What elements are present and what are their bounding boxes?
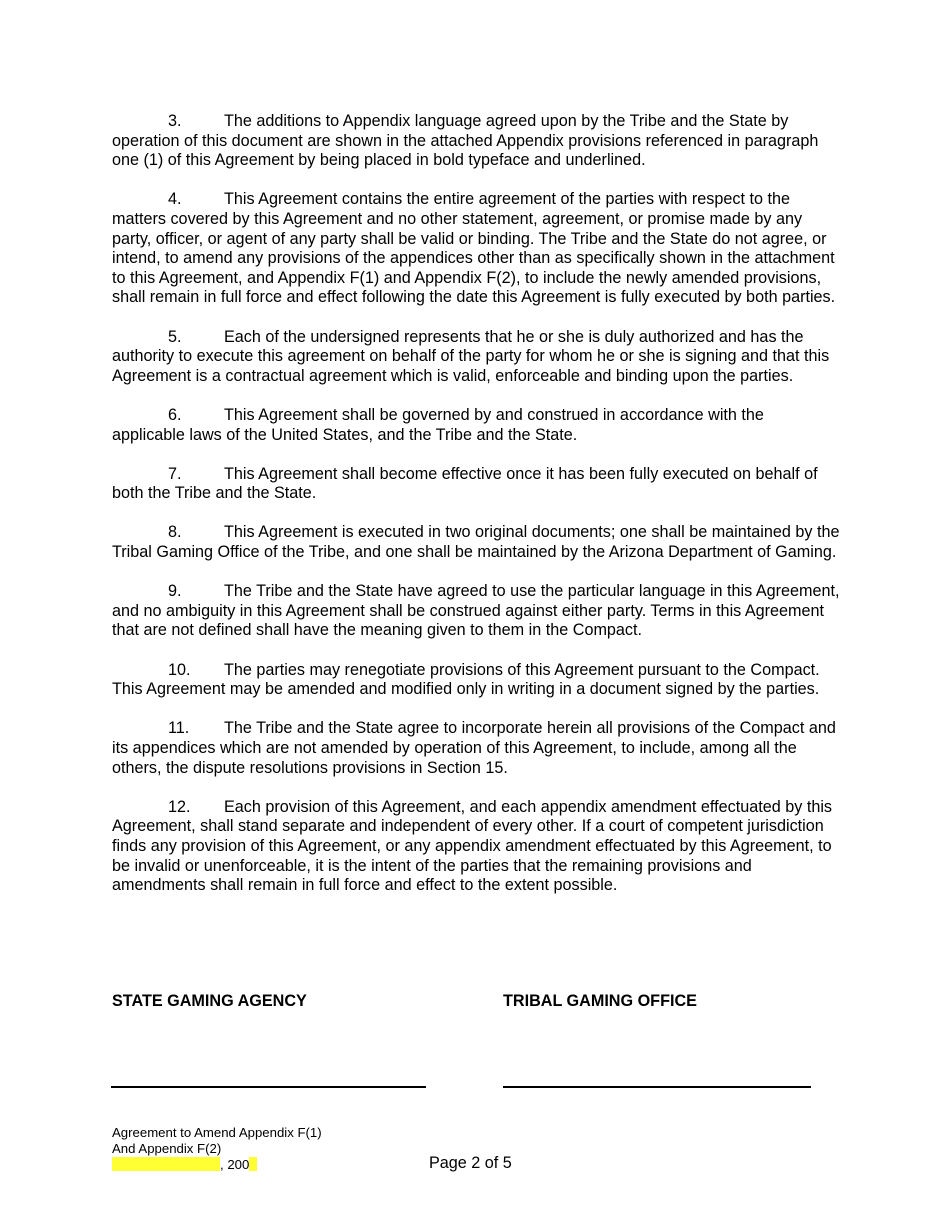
footer-document-info xyxy=(112,1125,322,1174)
state-signature-line xyxy=(111,1086,426,1088)
paragraph-10 xyxy=(112,661,840,700)
paragraph-number: 5. xyxy=(168,327,182,346)
paragraph-text: This Agreement is executed in two original documents; one shall be maintained by the Tribal Gaming Office of the Tribe, and one shall be maintained by the Arizona Department of Gaming. xyxy=(112,523,840,562)
paragraph-7 xyxy=(112,465,840,504)
agreement-body xyxy=(112,112,840,915)
paragraph-number: 12. xyxy=(168,797,191,816)
state-gaming-agency-heading: STATE GAMING AGENCY xyxy=(112,992,307,1010)
paragraph-number: 7. xyxy=(168,464,182,483)
tribal-gaming-office-heading: TRIBAL GAMING OFFICE xyxy=(503,992,697,1010)
paragraph-text: The parties may renegotiate provisions of this Agreement pursuant to the Compact. This Agreement may be amended and modified only in writing in a document signed by the parties. xyxy=(112,660,820,699)
paragraph-text: The additions to Appendix language agreed upon by the Tribe and the State by operation of this document are shown in the attached Appendix provisions referenced in paragraph one (1) of this Agreement by being placed in bold typeface and underlined. xyxy=(112,112,819,170)
paragraph-number: 4. xyxy=(168,190,182,209)
paragraph-9 xyxy=(112,582,840,641)
paragraph-12 xyxy=(112,798,840,896)
paragraph-4 xyxy=(112,190,840,308)
paragraph-number: 10. xyxy=(168,660,191,679)
footer-date-line xyxy=(112,1157,322,1173)
paragraph-text: This Agreement contains the entire agreement of the parties with respect to the matters covered by this Agreement and no other statement, agreement, or promise made by any party, officer, or agent of any party shall be valid or binding. The Tribe and the State do not agree, or intend, to amend any provisions of the appendices other than as specifically shown in the attachment to this Agreement, and Appendix F(1) and Appendix F(2), to include the newly amended provisions, shall remain in full force and effect following the date this Agreement is fully executed by both parties. xyxy=(112,190,836,307)
page-number: Page 2 of 5 xyxy=(429,1154,512,1172)
paragraph-text: The Tribe and the State agree to incorporate herein all provisions of the Compact and its appendices which are not amended by operation of this Agreement, to include, among all the others, the dispute resolutions provisions in Section 15. xyxy=(112,719,836,777)
paragraph-number: 8. xyxy=(168,523,182,542)
paragraph-11 xyxy=(112,719,840,778)
footer-title-line-1: Agreement to Amend Appendix F(1) xyxy=(112,1125,322,1140)
date-blank-highlight xyxy=(112,1157,220,1171)
paragraph-3 xyxy=(112,112,840,171)
footer-date-suffix: , 200 xyxy=(220,1157,250,1173)
paragraph-text: The Tribe and the State have agreed to use the particular language in this Agreement, and no ambiguity in this Agreement shall be construed against either party. Terms in this Agreement that are not defined shall have the meaning given to them in the Compact. xyxy=(112,582,840,640)
paragraph-6 xyxy=(112,406,840,445)
footer-title-line-2: And Appendix F(2) xyxy=(112,1141,222,1157)
paragraph-text: This Agreement shall become effective once it has been fully executed on behalf of both the Tribe and the State. xyxy=(112,464,818,503)
paragraph-number: 9. xyxy=(168,582,182,601)
tribal-signature-line xyxy=(503,1086,811,1088)
paragraph-text: Each of the undersigned represents that he or she is duly authorized and has the authority to execute this agreement on behalf of the party for whom he or she is signing and that this Agreement is a contractual agreement which is valid, enforceable and binding upon the parties. xyxy=(112,327,830,385)
paragraph-number: 3. xyxy=(168,112,182,130)
year-blank-highlight xyxy=(249,1157,257,1171)
paragraph-number: 6. xyxy=(168,405,182,424)
paragraph-5 xyxy=(112,328,840,387)
paragraph-text: This Agreement shall be governed by and construed in accordance with the applicable laws of the United States, and the Tribe and the State. xyxy=(112,405,764,444)
paragraph-number: 11. xyxy=(168,719,190,738)
paragraph-8 xyxy=(112,523,840,562)
paragraph-text: Each provision of this Agreement, and each appendix amendment effectuated by this Agreement, shall stand separate and independent of every other. If a court of competent jurisdiction finds any provision of this Agreement, or any appendix amendment effectuated by this Agreement, to be invalid or unenforceable, it is the intent of the parties that the remaining provisions and amendments shall remain in full force and effect to the extent possible. xyxy=(112,797,833,895)
